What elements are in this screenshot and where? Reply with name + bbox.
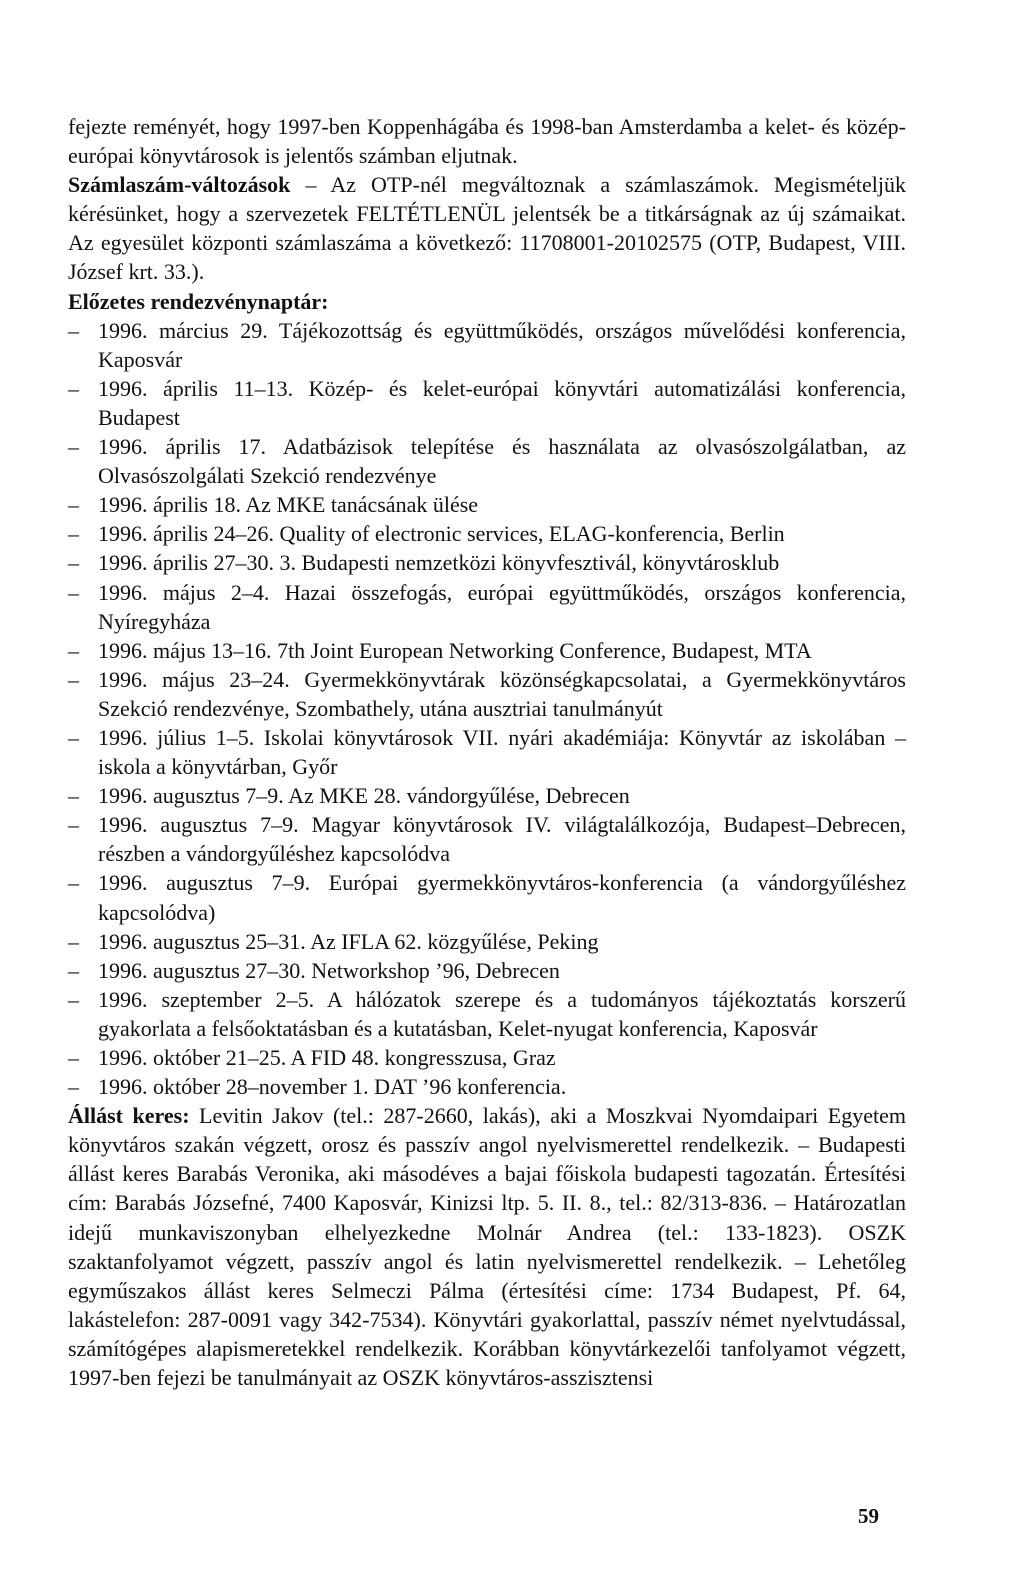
event-date: 1996. április 18.: [98, 492, 241, 518]
event-date: 1996. augusztus 7–9.: [98, 783, 284, 809]
intro-paragraph: fejezte reményét, hogy 1997-ben Koppenhágába és 1998-ban Amsterdamba a kelet- és közép-európai könyvtárosok is jelentős számban eljutnak.: [68, 114, 906, 169]
event-text: Quality of electronic services, ELAG-konferencia, Berlin: [279, 521, 785, 547]
event-dash: –: [68, 317, 79, 343]
event-text: Az MKE tanácsának ülése: [245, 492, 479, 518]
event-text: Gyermekkönyvtárak közönségkapcsolatai, a Gyermekkönyvtáros Szekció rendezvénye, Szombathely, utána ausztriai tanulmányút: [98, 666, 906, 721]
accounts-text: – Az OTP-nél megváltoznak a számlaszámok. Megismételjük kérésünket, hogy a szervezetek FELTÉTLENÜL jelentsék be a titkárságnak az új számaikat. Az egyesület központi számlaszáma a következő: 11708001-20102575 (OTP, Budapest, VIII. József krt. 33.).: [68, 172, 906, 285]
event-item: [68, 868, 906, 926]
event-date: 1996. március 29.: [98, 317, 268, 343]
event-item: [68, 636, 906, 665]
event-dash: –: [68, 492, 79, 518]
event-date: 1996. április 27–30.: [98, 550, 274, 576]
event-date: 1996. április 17.: [98, 434, 267, 460]
event-dash: –: [68, 812, 79, 838]
event-date: 1996. április 11–13.: [98, 375, 294, 401]
event-text: A FID 48. kongresszusa, Graz: [290, 1045, 556, 1070]
page-body: [68, 112, 906, 1392]
event-item: [68, 927, 906, 956]
event-item: [68, 316, 906, 374]
event-dash: –: [68, 1074, 79, 1100]
event-text: Hazai összefogás, európai együttműködés, országos konferencia, Nyíregyháza: [98, 579, 907, 634]
event-dash: –: [68, 434, 79, 460]
event-text: A hálózatok szerepe és a tudományos tájékoztatás korszerű gyakorlata a felsőoktatásban és a kutatásban, Kelet-nyugat konferencia, Kaposvár: [98, 986, 907, 1041]
event-date: 1996. október 21–25.: [98, 1045, 287, 1070]
event-dash: –: [68, 375, 79, 401]
event-text: Közép- és kelet-európai könyvtári automatizálási konferencia, Budapest: [98, 375, 906, 430]
event-text: Iskolai könyvtárosok VII. nyári akadémiája: Könyvtár az iskolában – iskola a könyvtárban, Győr: [98, 724, 906, 780]
event-dash: –: [68, 1045, 79, 1070]
event-item: [68, 956, 906, 985]
event-text: Tájékozottság és együttműködés, országos művelődési konferencia, Kaposvár: [98, 317, 906, 372]
event-dash: –: [68, 637, 79, 663]
accounts-label: Számlaszám-változások: [68, 172, 291, 198]
event-text: Az IFLA 62. közgyűlése, Peking: [310, 928, 599, 954]
calendar-heading: Előzetes rendezvénynaptár:: [68, 288, 329, 314]
event-text: 3. Budapesti nemzetközi könyvfesztivál, könyvtárosklub: [279, 550, 780, 576]
event-item: [68, 723, 906, 781]
event-date: 1996. október 28–november 1.: [98, 1074, 369, 1100]
event-dash: –: [68, 666, 79, 692]
event-text: Az MKE 28. vándorgyűlése, Debrecen: [288, 783, 630, 809]
event-dash: –: [68, 783, 79, 809]
event-dash: –: [68, 724, 79, 750]
jobs-paragraph: [68, 1101, 906, 1392]
event-item: [68, 578, 906, 636]
event-text: Adatbázisok telepítése és használata az olvasószolgálatban, az Olvasószolgálati Szekció rendezvénye: [98, 434, 906, 489]
event-item: [68, 810, 906, 868]
event-date: 1996. május 2–4.: [98, 579, 270, 605]
event-dash: –: [68, 521, 79, 547]
event-item: [68, 519, 906, 548]
event-dash: –: [68, 986, 79, 1012]
event-item: [68, 374, 906, 432]
event-text: Networkshop ’96, Debrecen: [311, 957, 560, 983]
event-date: 1996. május 23–24.: [98, 666, 290, 692]
event-text: Európai gyermekkönyvtáros-konferencia (a vándorgyűléshez kapcsolódva): [98, 870, 907, 925]
event-item: [68, 985, 906, 1043]
event-date: 1996. augusztus 27–30.: [98, 957, 306, 983]
event-text: 7th Joint European Networking Conference, Budapest, MTA: [277, 637, 812, 663]
jobs-text: Levitin Jakov (tel.: 287-2660, lakás), aki a Moszkvai Nyomdaipari Egyetem könyvtáros szakán végzett, orosz és passzív angol nyelvismerettel rendelkezik. – Budapesti állást keres Barabás Veronika, aki másodéves a bajai főiskola budapesti tagozatán. Értesítési cím: Barabás Józsefné, 7400 Kaposvár, Kinizsi ltp. 5. II. 8., tel.: 82/313-836. – Határozatlan idejű munkaviszonyban elhelyezkedne Molnár Andrea (tel.: 133-1823). OSZK szaktanfolyamot végzett, passzív angol és latin nyelvismerettel rendelkezik. – Lehetőleg egyműszakos állást keres Selmeczi Pálma (értesítési címe: 1734 Budapest, Pf. 64, lakástelefon: 287-0091 vagy 342-7534). Könyvtári gyakorlattal, passzív német nyelvtudással, számítógépes alapismeretekkel rendelkezik. Korábban könyvtárkezelői tanfolyamot végzett, 1997-ben fejezi be tanulmányait az OSZK könyvtáros-asszisztensi: [68, 1103, 907, 1391]
accounts-paragraph: [68, 170, 906, 286]
event-date: 1996. április 24–26.: [98, 521, 274, 547]
page-number: 59: [858, 1504, 879, 1528]
event-date: 1996. május 13–16.: [98, 637, 272, 663]
event-dash: –: [68, 957, 79, 983]
event-text: Magyar könyvtárosok IV. világtalálkozója, Budapest–Debrecen, részben a vándorgyűléshez kapcsolódva: [98, 812, 907, 867]
event-dash: –: [68, 550, 79, 576]
event-dash: –: [68, 928, 79, 954]
event-item: [68, 1072, 906, 1101]
event-item: [68, 548, 906, 577]
event-date: 1996. szeptember 2–5.: [98, 986, 315, 1012]
event-date: 1996. augusztus 7–9.: [98, 812, 299, 838]
event-item: [68, 781, 906, 810]
jobs-label: Állást keres:: [68, 1103, 190, 1129]
event-item: [68, 665, 906, 723]
event-date: 1996. július 1–5.: [98, 724, 255, 750]
event-dash: –: [68, 870, 79, 896]
event-item: [68, 1043, 906, 1072]
event-date: 1996. augusztus 25–31.: [98, 928, 306, 954]
event-date: 1996. augusztus 7–9.: [98, 870, 311, 896]
event-text: DAT ’96 konferencia.: [374, 1074, 567, 1100]
event-item: [68, 432, 906, 490]
event-dash: –: [68, 579, 79, 605]
events-list: [68, 316, 906, 1102]
event-item: [68, 490, 906, 519]
